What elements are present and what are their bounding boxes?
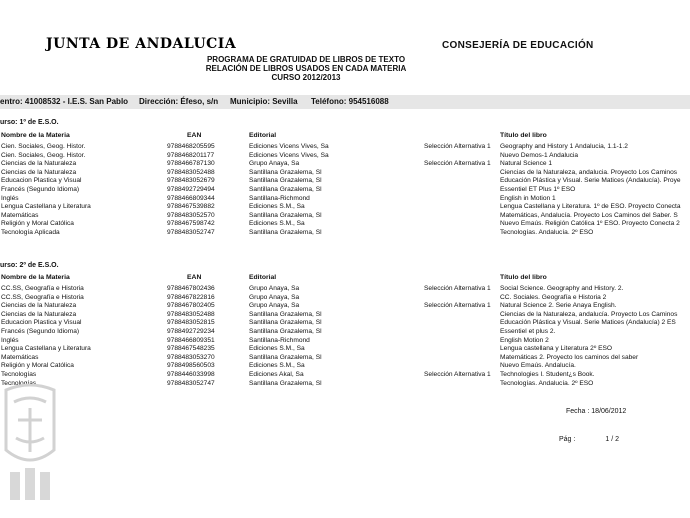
cell-ean: 9788468205595 — [167, 143, 215, 150]
table-row — [0, 302, 690, 311]
cell-publisher: Grupo Anaya, Sa — [249, 285, 300, 292]
cell-publisher: Grupo Anaya, Sa — [249, 160, 300, 168]
table-row — [0, 294, 690, 303]
col-subject-header: Nombre de la Materia — [1, 132, 70, 139]
cell-ean: 9788467539882 — [167, 203, 215, 211]
cell-subject: Francés (Segundo Idioma) — [1, 328, 80, 335]
cell-subject: Francés (Segundo Idioma) — [1, 186, 80, 193]
cell-subject: Ciencias de la Naturaleza — [1, 302, 77, 310]
page-indicator — [559, 436, 619, 443]
title-line-3: CURSO 2012/2013 — [271, 73, 341, 82]
cell-publisher: Santillana Grazalema, Sl — [249, 319, 322, 327]
table-row — [0, 362, 690, 371]
col-subject-header: Nombre de la Materia — [1, 274, 70, 281]
cell-title: Tecnologías. Andalucía. 2º ESO — [500, 229, 594, 236]
cell-ean: 9788492729234 — [167, 328, 215, 335]
cell-publisher: Santillana Grazalema, Sl — [249, 328, 322, 335]
cell-selection: Selección Alternativa 1 — [424, 302, 491, 310]
cell-ean: 9788446033998 — [167, 371, 215, 378]
table-row — [0, 371, 690, 380]
table-row — [0, 152, 690, 161]
cell-subject: Tecnologías — [1, 371, 37, 378]
cell-title: Ciencias de la Naturaleza, andalucía. Proyecto Los Caminos — [500, 310, 678, 318]
cell-ean: 9788483052815 — [167, 319, 215, 327]
cell-ean: 9788492729494 — [167, 186, 215, 193]
cell-title: Geography and History 1 Andalucia, 1.1-1.2 — [500, 143, 628, 150]
course-label: urso: 2º de E.S.O. — [0, 262, 59, 269]
logo-junta-andalucia: JUNTA DE ANDALUCIA — [46, 36, 237, 52]
col-ean-header: EAN — [187, 132, 202, 139]
course-label: urso: 1º de E.S.O. — [0, 119, 59, 126]
cell-subject: Tecnología Aplicada — [1, 229, 60, 236]
report-date: Fecha : 18/06/2012 — [566, 408, 627, 415]
cell-title: Social Science. Geography and History. 2. — [500, 285, 624, 292]
cell-subject: Educacion Plastica y Visual — [1, 177, 82, 185]
cell-publisher: Ediciones S.M., Sa — [249, 203, 305, 211]
cell-title: Educación Plástica y Visual. Serie Matices (Andalucía). Proye — [500, 177, 681, 185]
cell-title: Natural Science 1 — [500, 160, 553, 168]
table-row — [0, 220, 690, 229]
table-row — [0, 203, 690, 212]
cell-title: Natural Science 2. Serie Anaya English. — [500, 302, 617, 310]
cell-subject: Ciencias de la Naturaleza — [1, 310, 77, 318]
cell-ean: 9788466809351 — [167, 336, 215, 344]
cell-ean: 9788467822816 — [167, 293, 215, 301]
cell-title: Matemáticas 2. Proyecto los caminos del saber — [500, 353, 639, 361]
cell-subject: Tecnologías — [1, 379, 37, 387]
cell-title: Nuevo Demos-1 Andalucia — [500, 151, 579, 159]
col-title-header: Título del libro — [500, 132, 547, 139]
cell-ean: 9788467548235 — [167, 345, 215, 353]
cell-publisher: Ediciones Akal, Sa — [249, 371, 304, 378]
table-row — [0, 380, 690, 389]
cell-title: Tecnologías. Andalucía. 2º ESO — [500, 379, 594, 387]
table-row — [0, 285, 690, 294]
table-row — [0, 195, 690, 204]
cell-title: Essentiel ET Plus 1º ESO — [500, 186, 576, 193]
cell-subject: Religión y Moral Católica — [1, 220, 74, 228]
cell-selection: Selección Alternativa 1 — [424, 371, 491, 378]
cell-publisher: Santillana Grazalema, Sl — [249, 186, 322, 193]
cell-subject: Cien. Sociales, Geog. Histor. — [1, 151, 86, 159]
cell-ean: 9788467598742 — [167, 220, 215, 228]
cell-title: Educación Plástica y Visual. Serie Matices (Andalucía) 2 ES — [500, 319, 676, 327]
andalucia-emblem-icon — [0, 380, 60, 505]
cell-ean: 9788483052488 — [167, 310, 215, 318]
document-title — [176, 55, 436, 82]
title-line-1: PROGRAMA DE GRATUIDAD DE LIBROS DE TEXTO — [206, 55, 406, 64]
table-row — [0, 177, 690, 186]
center-code: entro: 41008532 - I.E.S. San Pablo — [0, 97, 129, 106]
cell-ean: 9788483052747 — [167, 229, 215, 236]
table-row — [0, 328, 690, 337]
department-name: CONSEJERÍA DE EDUCACIÓN — [442, 40, 594, 51]
page-label: Pág : — [559, 436, 576, 443]
cell-selection: Selección Alternativa 1 — [424, 160, 491, 168]
cell-subject: CC.SS, Geografía e Historia — [1, 285, 84, 292]
cell-title: Nuevo Emaús. Religión Católica 1º ESO. Proyecto Conecta 2 — [500, 220, 680, 228]
table-row — [0, 311, 690, 320]
table-row — [0, 345, 690, 354]
cell-publisher: Ediciones S.M., Sa — [249, 220, 305, 228]
cell-subject: Cien. Sociales, Geog. Histor. — [1, 143, 86, 150]
cell-selection: Selección Alternativa 1 — [424, 285, 491, 292]
cell-publisher: Ediciones S.M., Sa — [249, 345, 305, 353]
cell-ean: 9788466787130 — [167, 160, 215, 168]
cell-publisher: Santillana Grazalema, Sl — [249, 379, 322, 387]
cell-title: Matemáticas, Andalucía. Proyecto Los Caminos del Saber. S — [500, 211, 678, 219]
cell-publisher: Santillana Grazalema, Sl — [249, 211, 322, 219]
cell-publisher: Santillana Grazalema, Sl — [249, 229, 322, 236]
cell-title: English in Motion 1 — [500, 194, 556, 202]
cell-ean: 9788483052488 — [167, 168, 215, 176]
cell-title: Ciencias de la Naturaleza, andalucia. Proyecto Los Caminos — [500, 168, 678, 176]
cell-publisher: Grupo Anaya, Sa — [249, 302, 300, 310]
cell-subject: Lengua Castellana y Literatura — [1, 203, 91, 211]
center-info-bar — [0, 95, 690, 109]
center-phone: Teléfono: 954516088 — [311, 97, 389, 106]
cell-title: CC. Sociales. Geografía e Historia 2 — [500, 293, 607, 301]
cell-ean: 9788466809344 — [167, 194, 215, 202]
cell-publisher: Ediciones Vicens Vives, Sa — [249, 143, 329, 150]
table-row — [0, 143, 690, 152]
table-row — [0, 160, 690, 169]
table-row — [0, 354, 690, 363]
cell-subject: Inglés — [1, 336, 19, 344]
table-row — [0, 169, 690, 178]
cell-title: English Motion 2 — [500, 336, 549, 344]
cell-publisher: Santillana Grazalema, Sl — [249, 168, 322, 176]
cell-title: Lengua castellana y Literatura 2º ESO — [500, 345, 613, 353]
table-row — [0, 319, 690, 328]
cell-publisher: Grupo Anaya, Sa — [249, 293, 300, 301]
center-address: Dirección: Éfeso, s/n — [139, 97, 219, 106]
table-row — [0, 186, 690, 195]
cell-subject: Lengua Castellana y Literatura — [1, 345, 91, 353]
cell-publisher: Santillana Grazalema, Sl — [249, 353, 322, 361]
cell-ean: 9788483053270 — [167, 353, 215, 361]
cell-ean: 9788467802436 — [167, 285, 215, 292]
col-publisher-header: Editorial — [249, 274, 277, 281]
col-publisher-header: Editorial — [249, 132, 277, 139]
cell-publisher: Ediciones S.M., Sa — [249, 362, 305, 370]
col-ean-header: EAN — [187, 274, 202, 281]
cell-subject: Matemáticas — [1, 211, 39, 219]
cell-ean: 9788483052679 — [167, 177, 215, 185]
title-line-2: RELACIÓN DE LIBROS USADOS EN CADA MATERIA — [205, 64, 407, 73]
cell-subject: Inglés — [1, 194, 19, 202]
table-row — [0, 337, 690, 346]
col-title-header: Título del libro — [500, 274, 547, 281]
cell-subject: CC.SS, Geografía e Historia — [1, 293, 84, 301]
cell-publisher: Santillana-Richmond — [249, 336, 310, 344]
cell-publisher: Santillana Grazalema, Sl — [249, 310, 322, 318]
cell-ean: 9788467802405 — [167, 302, 215, 310]
cell-publisher: Santillana-Richmond — [249, 194, 310, 202]
cell-title: Essentiel et plus 2. — [500, 328, 556, 335]
table-header — [0, 274, 690, 283]
table-row — [0, 229, 690, 238]
cell-ean: 9788483052747 — [167, 379, 215, 387]
cell-publisher: Ediciones Vicens Vives, Sa — [249, 151, 329, 159]
table-header — [0, 132, 690, 141]
cell-selection: Selección Alternativa 1 — [424, 143, 491, 150]
cell-ean: 9788498560503 — [167, 362, 215, 370]
cell-subject: Ciencias de la Naturaleza — [1, 168, 77, 176]
cell-title: Nuevo Emaús. Andalucía. — [500, 362, 576, 370]
cell-ean: 9788483052570 — [167, 211, 215, 219]
cell-title: Lengua Castellana y Literatura. 1º de ESO. Proyecto Conecta — [500, 203, 681, 211]
cell-subject: Ciencias de la Naturaleza — [1, 160, 77, 168]
table-row — [0, 212, 690, 221]
cell-ean: 9788468201177 — [167, 151, 215, 159]
cell-subject: Educacion Plastica y Visual — [1, 319, 82, 327]
cell-subject: Matemáticas — [1, 353, 39, 361]
cell-publisher: Santillana Grazalema, Sl — [249, 177, 322, 185]
center-municipality: Municipio: Sevilla — [230, 97, 298, 106]
cell-subject: Religión y Moral Católica — [1, 362, 74, 370]
page-number: 1 / 2 — [605, 436, 619, 443]
cell-title: Technologies I. Student¿s Book. — [500, 371, 595, 378]
